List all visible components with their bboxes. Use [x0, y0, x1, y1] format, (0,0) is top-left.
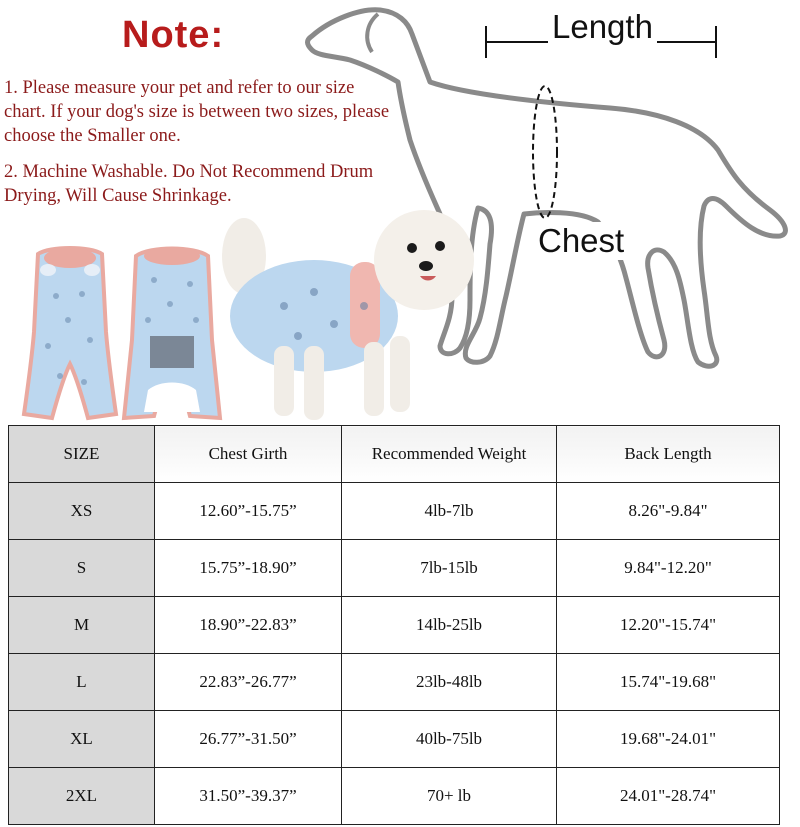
- chest-girth-cell: 15.75”-18.90”: [155, 540, 342, 597]
- chest-girth-cell: 12.60”-15.75”: [155, 483, 342, 540]
- length-label: Length: [548, 8, 657, 46]
- size-cell: S: [9, 540, 155, 597]
- size-cell: L: [9, 654, 155, 711]
- table-row: [9, 654, 780, 711]
- chest-girth-cell: 18.90”-22.83”: [155, 597, 342, 654]
- table-row: [9, 768, 780, 825]
- weight-cell: 40lb-75lb: [342, 711, 557, 768]
- table-row: [9, 483, 780, 540]
- note-title: Note:: [122, 14, 225, 56]
- size-cell: XL: [9, 711, 155, 768]
- dog-wearing-garment-image: [214, 196, 484, 426]
- chest-girth-cell: 22.83”-26.77”: [155, 654, 342, 711]
- chest-label: Chest: [538, 222, 625, 259]
- chest-measurement-ellipse: [533, 86, 557, 218]
- weight-cell: 70+ lb: [342, 768, 557, 825]
- back-length-cell: 9.84"-12.20": [557, 540, 780, 597]
- header-size: SIZE: [9, 426, 155, 483]
- garment-front-image: [20, 236, 120, 424]
- header-back-length: Back Length: [557, 426, 780, 483]
- garment-back-image: [120, 240, 224, 424]
- header-chest-girth: Chest Girth: [155, 426, 342, 483]
- note-item-washable: 2. Machine Washable. Do Not Recommend Drum Drying, Will Cause Shrinkage.: [4, 162, 374, 206]
- table-row: [9, 711, 780, 768]
- note-item-measure: 1. Please measure your pet and refer to our size chart. If your dog's size is between two sizes, please choose the Smaller one.: [4, 78, 390, 146]
- dog-ear-outline: [367, 14, 378, 52]
- table-row: [9, 597, 780, 654]
- table-header-row: [9, 426, 780, 483]
- size-chart-table: [8, 425, 780, 825]
- back-length-cell: 24.01"-28.74": [557, 768, 780, 825]
- table-row: [9, 540, 780, 597]
- size-cell: M: [9, 597, 155, 654]
- weight-cell: 7lb-15lb: [342, 540, 557, 597]
- back-length-cell: 8.26"-9.84": [557, 483, 780, 540]
- back-length-cell: 19.68"-24.01": [557, 711, 780, 768]
- chest-girth-cell: 31.50”-39.37”: [155, 768, 342, 825]
- back-length-cell: 15.74"-19.68": [557, 654, 780, 711]
- chest-girth-cell: 26.77”-31.50”: [155, 711, 342, 768]
- size-cell: 2XL: [9, 768, 155, 825]
- weight-cell: 14lb-25lb: [342, 597, 557, 654]
- header-recommended-weight: Recommended Weight: [342, 426, 557, 483]
- back-length-cell: 12.20"-15.74": [557, 597, 780, 654]
- weight-cell: 23lb-48lb: [342, 654, 557, 711]
- weight-cell: 4lb-7lb: [342, 483, 557, 540]
- size-cell: XS: [9, 483, 155, 540]
